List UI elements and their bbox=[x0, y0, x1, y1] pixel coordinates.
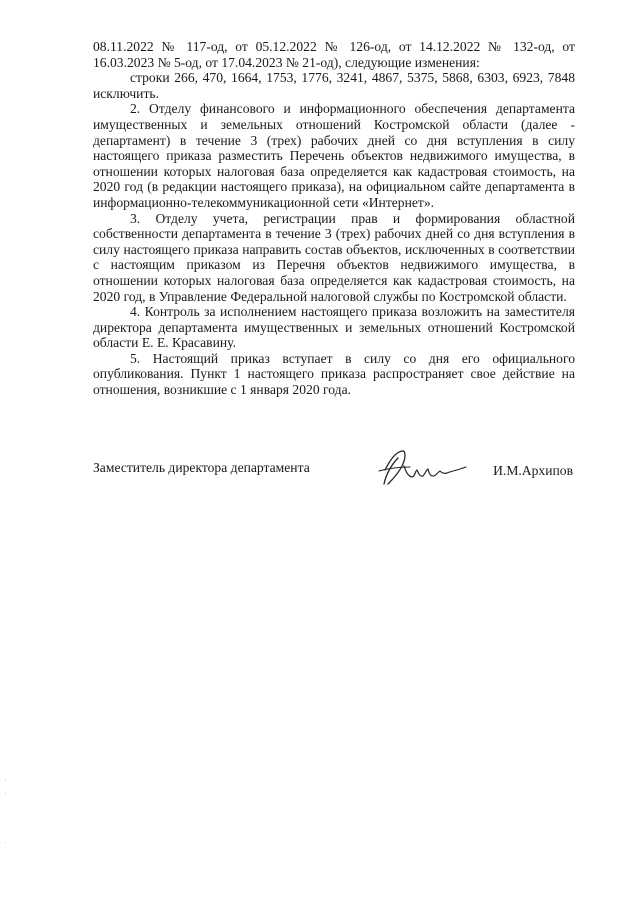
paragraph-4: 4. Контроль за исполнением настоящего приказа возложить на заместителя директора департамента имущественных и земельных отношений Костромской области Е. Е. Красавину. bbox=[93, 304, 575, 351]
signatory-position: Заместитель директора департамента bbox=[93, 460, 310, 475]
paragraph-5: 5. Настоящий приказ вступает в силу со дня его официального опубликования. Пункт 1 настоящего приказа распространяет свое действие на отношения, возникшие с 1 января 2020 года. bbox=[93, 350, 575, 398]
document-body bbox=[93, 39, 575, 398]
paragraph-1-continuation: 08.11.2022 № 117-од, от 05.12.2022 № 126-од, от 14.12.2022 № 132-од, от 16.03.2023 № 5-од, от 17.04.2023 № 21-од), следующие изменения: bbox=[93, 39, 575, 70]
paragraph-2: 2. Отделу финансового и информационного обеспечения департамента имущественных и земельных отношений Костромской области (далее - департамент) в течение 3 (трех) рабочих дней со дня вступления в силу настоящего приказа разместить Перечень объектов недвижимого имущества, в отношении которых налоговая база определяется как кадастровая стоимость, на 2020 год (в редакции настоящего приказа), на официальном сайте департамента в информационно-телекоммуникационной сети «Интернет». bbox=[93, 101, 575, 210]
signatory-name: И.М.Архипов bbox=[493, 463, 573, 478]
paragraph-1-change: строки 266, 470, 1664, 1753, 1776, 3241, 4867, 5375, 5868, 6303, 6923, 7848 исключить. bbox=[93, 70, 575, 101]
scan-speck bbox=[5, 780, 6, 781]
scan-speck bbox=[5, 793, 6, 794]
paragraph-3: 3. Отделу учета, регистрации прав и формирования областной собственности департамента в течение 3 (трех) рабочих дней со дня вступления в силу настоящего приказа направить состав объектов, исключенных в соответствии с настоящим приказом из Перечня объектов недвижимого имущества, в отношении которых налоговая база определяется как кадастровая стоимость, на 2020 год, в Управление Федеральной налоговой службы по Костромской области. bbox=[93, 210, 575, 304]
handwritten-signature bbox=[376, 450, 472, 488]
signature-block bbox=[93, 458, 575, 488]
scan-speck bbox=[5, 842, 6, 843]
